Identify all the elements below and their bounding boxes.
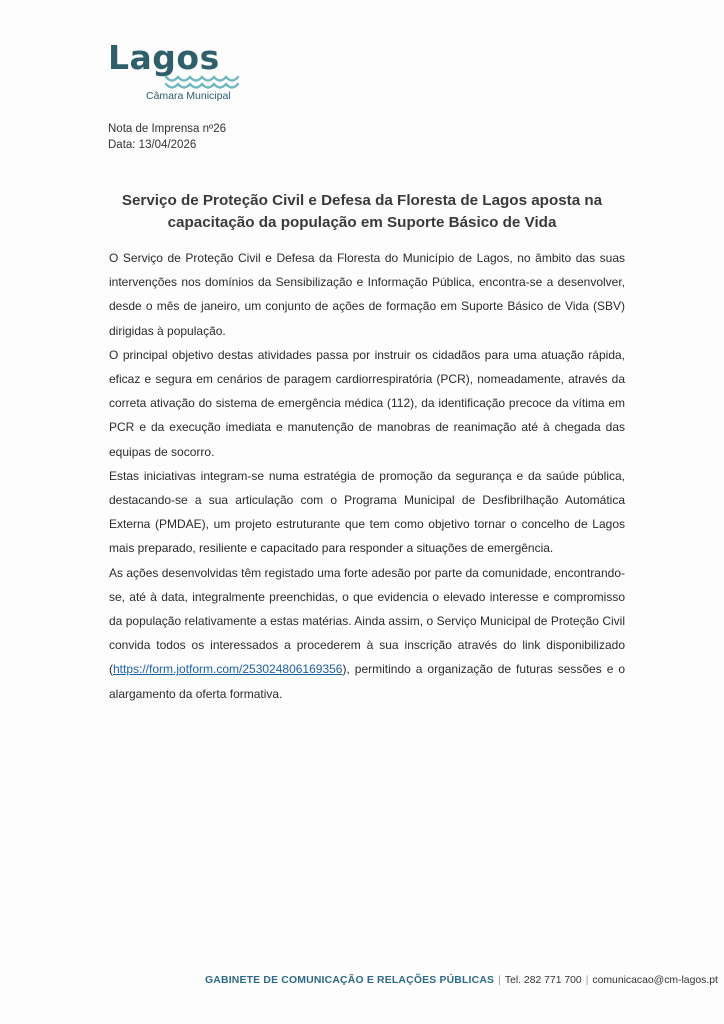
article-body [109, 246, 625, 706]
paragraph-1: O Serviço de Proteção Civil e Defesa da Floresta do Município de Lagos, no âmbito das suas intervenções nos domínios da Sensibilização e Informação Pública, encontra-se a desenvolver, desde o mês de janeiro, um conjunto de ações de formação em Suporte Básico de Vida (SBV) dirigidas à população. [109, 251, 625, 338]
municipality-logo [108, 38, 248, 108]
footer-phone: Tel. 282 771 700 [504, 975, 582, 986]
press-date: Data: 13/04/2026 [108, 139, 197, 151]
logo-wordmark: Lagos [108, 38, 220, 77]
footer-email: comunicacao@cm-lagos.pt [592, 975, 718, 986]
footer-organization: GABINETE DE COMUNICAÇÃO E RELAÇÕES PÚBLICAS [205, 975, 495, 986]
paragraph-4 [109, 561, 625, 706]
title-line-1: Serviço de Proteção Civil e Defesa da Floresta de Lagos aposta na [121, 192, 603, 209]
title-line-2: capacitação da população em Suporte Básico de Vida [167, 214, 557, 231]
press-note-number: Nota de Imprensa nº26 [108, 123, 226, 135]
logo-subtitle: Câmara Municipal [146, 90, 231, 102]
footer-separator: | [498, 975, 501, 986]
paragraph-2: O principal objetivo destas atividades passa por instruir os cidadãos para uma atuação rápida, eficaz e segura em cenários de paragem cardiorrespiratória (PCR), nomeadamente, através da correta ativação do sistema de emergência médica (112), da identificação precoce da vítima em PCR e da execução imediata e manutenção de manobras de reanimação até à chegada das equipas de socorro. [109, 347, 625, 459]
registration-link[interactable]: https://form.jotform.com/253024806169356 [113, 662, 343, 677]
footer-separator-2: | [585, 975, 589, 986]
press-meta [108, 121, 226, 153]
paragraph-4-end: ), permitindo a organização de futuras sessões e o alargamento da oferta formativa. [109, 662, 625, 701]
page-footer [205, 975, 718, 986]
paragraph-4-start: As ações desenvolvidas têm registado uma forte adesão por parte da comunidade, encontrando-se, até à data, integralmente preenchidas, o que evidencia o elevado interesse e compromisso da população relativamente a estas matérias. Ainda assim, o Serviço Municipal de Proteção Civil convida todos os interessados a procederem à sua inscrição através do link disponibilizado ( [109, 565, 625, 677]
paragraph-3: Estas iniciativas integram-se numa estratégia de promoção da segurança e da saúde pública, destacando-se a sua articulação com o Programa Municipal de Desfibrilhação Automática Externa (PMDAE), um projeto estruturante que tem como objetivo tornar o concelho de Lagos mais preparado, resiliente e capacitado para responder a situações de emergência. [109, 468, 625, 556]
waves-icon [164, 72, 242, 90]
page-title [110, 190, 614, 234]
